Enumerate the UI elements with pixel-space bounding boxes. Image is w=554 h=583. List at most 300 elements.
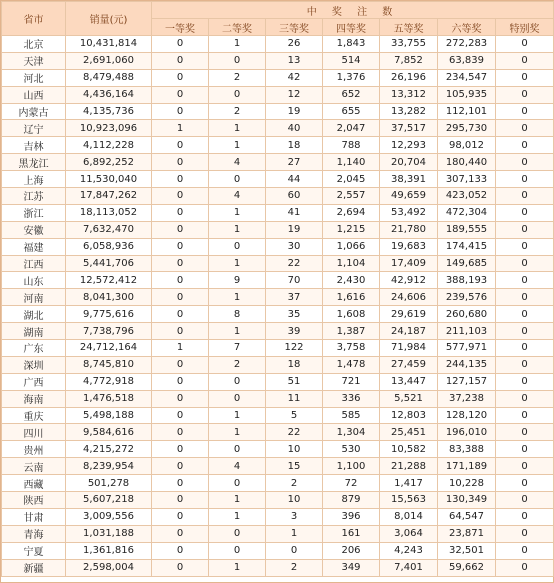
prize-special-cell: 0 — [496, 340, 554, 357]
prize-6-cell: 307,133 — [438, 171, 496, 188]
table-row — [2, 221, 554, 238]
prize-5-cell: 42,912 — [380, 272, 438, 289]
sales-cell: 4,772,918 — [66, 373, 152, 390]
prize-4-cell: 879 — [323, 492, 380, 509]
prize-1-cell: 0 — [152, 356, 209, 373]
table-body — [2, 36, 554, 577]
prize-4-cell: 1,304 — [323, 424, 380, 441]
table-row — [2, 289, 554, 306]
prize-special-cell: 0 — [496, 272, 554, 289]
prize-3-cell: 12 — [266, 86, 323, 103]
prize-4-cell: 652 — [323, 86, 380, 103]
prize-3-cell: 70 — [266, 272, 323, 289]
prize-5-cell: 21,780 — [380, 221, 438, 238]
prize-3-cell: 44 — [266, 171, 323, 188]
sales-cell: 8,239,954 — [66, 458, 152, 475]
province-cell: 福建 — [2, 238, 66, 255]
prize-3-cell: 51 — [266, 373, 323, 390]
sales-cell: 24,712,164 — [66, 340, 152, 357]
table-row — [2, 69, 554, 86]
prize-4-cell: 1,608 — [323, 306, 380, 323]
prize-special-cell: 0 — [496, 120, 554, 137]
prize-special-cell: 0 — [496, 424, 554, 441]
prize-5-cell: 8,014 — [380, 508, 438, 525]
prize-special-cell: 0 — [496, 52, 554, 69]
prize-6-cell: 130,349 — [438, 492, 496, 509]
prize-5-cell: 3,064 — [380, 525, 438, 542]
prize-4-cell: 349 — [323, 559, 380, 576]
prize-6-cell: 272,283 — [438, 36, 496, 53]
prize-5-cell: 13,447 — [380, 373, 438, 390]
prize-4-cell: 1,376 — [323, 69, 380, 86]
prize-4-cell: 1,100 — [323, 458, 380, 475]
sales-cell: 1,361,816 — [66, 542, 152, 559]
province-cell: 黑龙江 — [2, 154, 66, 171]
province-cell: 江苏 — [2, 188, 66, 205]
province-header: 省市 — [2, 2, 66, 36]
prize-5-cell: 24,606 — [380, 289, 438, 306]
prize-3-cell: 1 — [266, 525, 323, 542]
prize-5-cell: 17,409 — [380, 255, 438, 272]
prize-4-cell: 585 — [323, 407, 380, 424]
prize-special-cell: 0 — [496, 356, 554, 373]
province-cell: 天津 — [2, 52, 66, 69]
prize-2-cell: 1 — [209, 36, 266, 53]
table-row — [2, 36, 554, 53]
prize-2-cell: 8 — [209, 306, 266, 323]
table-row — [2, 475, 554, 492]
province-cell: 深圳 — [2, 356, 66, 373]
prize-4-cell: 2,694 — [323, 204, 380, 221]
sales-cell: 17,847,262 — [66, 188, 152, 205]
prize-1-cell: 0 — [152, 137, 209, 154]
prize-special-cell: 0 — [496, 103, 554, 120]
sales-cell: 10,923,096 — [66, 120, 152, 137]
prize-6-cell: 37,238 — [438, 390, 496, 407]
prize-2-cell: 0 — [209, 238, 266, 255]
sales-cell: 6,892,252 — [66, 154, 152, 171]
province-cell: 江西 — [2, 255, 66, 272]
sales-cell: 4,112,228 — [66, 137, 152, 154]
prize-6-cell: 189,555 — [438, 221, 496, 238]
table-row — [2, 255, 554, 272]
province-cell: 广西 — [2, 373, 66, 390]
prize-4-cell: 1,387 — [323, 323, 380, 340]
prize-1-cell: 0 — [152, 306, 209, 323]
prize-special-cell: 0 — [496, 492, 554, 509]
province-cell: 辽宁 — [2, 120, 66, 137]
province-cell: 云南 — [2, 458, 66, 475]
prize-1-cell: 0 — [152, 525, 209, 542]
prize-1-cell: 0 — [152, 69, 209, 86]
table-row — [2, 238, 554, 255]
table-row — [2, 424, 554, 441]
prize-special-cell: 0 — [496, 171, 554, 188]
prize-5-cell: 10,582 — [380, 441, 438, 458]
prize-1-cell: 0 — [152, 255, 209, 272]
prize-6-cell: 423,052 — [438, 188, 496, 205]
prize-3-cell: 30 — [266, 238, 323, 255]
prize-6-cell: 472,304 — [438, 204, 496, 221]
prize-3-cell: 35 — [266, 306, 323, 323]
prize-1-cell: 0 — [152, 458, 209, 475]
prize-5-cell: 15,563 — [380, 492, 438, 509]
prize-special-cell: 0 — [496, 559, 554, 576]
prize-4-cell: 2,557 — [323, 188, 380, 205]
prize-3-cell: 19 — [266, 103, 323, 120]
prize-3-cell: 19 — [266, 221, 323, 238]
prize-header-5: 五等奖 — [380, 19, 438, 36]
prize-2-cell: 1 — [209, 221, 266, 238]
prize-5-cell: 26,196 — [380, 69, 438, 86]
sales-cell: 9,775,616 — [66, 306, 152, 323]
prize-4-cell: 655 — [323, 103, 380, 120]
prize-3-cell: 13 — [266, 52, 323, 69]
table-row — [2, 204, 554, 221]
prize-5-cell: 37,517 — [380, 120, 438, 137]
prize-3-cell: 10 — [266, 492, 323, 509]
prize-6-cell: 10,228 — [438, 475, 496, 492]
prize-3-cell: 3 — [266, 508, 323, 525]
prize-1-cell: 0 — [152, 407, 209, 424]
prize-header-2: 二等奖 — [209, 19, 266, 36]
prize-6-cell: 180,440 — [438, 154, 496, 171]
prize-special-cell: 0 — [496, 390, 554, 407]
prize-5-cell: 12,803 — [380, 407, 438, 424]
prize-4-cell: 206 — [323, 542, 380, 559]
prize-1-cell: 0 — [152, 390, 209, 407]
prize-5-cell: 25,451 — [380, 424, 438, 441]
table-row — [2, 492, 554, 509]
prize-5-cell: 7,401 — [380, 559, 438, 576]
prize-6-cell: 63,839 — [438, 52, 496, 69]
prize-3-cell: 122 — [266, 340, 323, 357]
prize-2-cell: 1 — [209, 120, 266, 137]
prize-2-cell: 1 — [209, 137, 266, 154]
province-cell: 四川 — [2, 424, 66, 441]
prize-4-cell: 1,104 — [323, 255, 380, 272]
prize-1-cell: 0 — [152, 441, 209, 458]
sales-cell: 11,530,040 — [66, 171, 152, 188]
table-row — [2, 188, 554, 205]
prize-2-cell: 0 — [209, 52, 266, 69]
prize-special-cell: 0 — [496, 204, 554, 221]
province-cell: 吉林 — [2, 137, 66, 154]
table-row — [2, 441, 554, 458]
province-cell: 河北 — [2, 69, 66, 86]
prize-3-cell: 15 — [266, 458, 323, 475]
prize-3-cell: 27 — [266, 154, 323, 171]
prize-5-cell: 29,619 — [380, 306, 438, 323]
prize-6-cell: 98,012 — [438, 137, 496, 154]
prize-header-3: 三等奖 — [266, 19, 323, 36]
prize-1-cell: 0 — [152, 36, 209, 53]
prize-5-cell: 21,288 — [380, 458, 438, 475]
prize-6-cell: 174,415 — [438, 238, 496, 255]
sales-cell: 1,476,518 — [66, 390, 152, 407]
sales-cell: 6,058,936 — [66, 238, 152, 255]
prize-2-cell: 2 — [209, 69, 266, 86]
sales-cell: 5,498,188 — [66, 407, 152, 424]
prize-2-cell: 1 — [209, 204, 266, 221]
prize-4-cell: 1,616 — [323, 289, 380, 306]
sales-cell: 3,009,556 — [66, 508, 152, 525]
prize-1-cell: 0 — [152, 373, 209, 390]
prize-1-cell: 0 — [152, 508, 209, 525]
prize-6-cell: 388,193 — [438, 272, 496, 289]
prize-1-cell: 0 — [152, 272, 209, 289]
province-cell: 内蒙古 — [2, 103, 66, 120]
prize-2-cell: 4 — [209, 154, 266, 171]
prize-1-cell: 0 — [152, 542, 209, 559]
prize-6-cell: 260,680 — [438, 306, 496, 323]
prize-2-cell: 4 — [209, 458, 266, 475]
prize-2-cell: 1 — [209, 508, 266, 525]
province-cell: 陕西 — [2, 492, 66, 509]
province-cell: 湖南 — [2, 323, 66, 340]
prize-header-4: 四等奖 — [323, 19, 380, 36]
prize-6-cell: 577,971 — [438, 340, 496, 357]
table-row — [2, 356, 554, 373]
prize-special-cell: 0 — [496, 458, 554, 475]
prize-2-cell: 0 — [209, 475, 266, 492]
prize-special-cell: 0 — [496, 255, 554, 272]
prize-2-cell: 0 — [209, 525, 266, 542]
prize-6-cell: 239,576 — [438, 289, 496, 306]
prize-1-cell: 0 — [152, 103, 209, 120]
sales-cell: 18,113,052 — [66, 204, 152, 221]
prize-6-cell: 64,547 — [438, 508, 496, 525]
prize-1-cell: 0 — [152, 424, 209, 441]
sales-cell: 7,738,796 — [66, 323, 152, 340]
prize-3-cell: 18 — [266, 356, 323, 373]
prize-special-cell: 0 — [496, 69, 554, 86]
sales-cell: 7,632,470 — [66, 221, 152, 238]
sales-cell: 5,607,218 — [66, 492, 152, 509]
prize-1-cell: 0 — [152, 171, 209, 188]
prize-special-cell: 0 — [496, 137, 554, 154]
province-cell: 上海 — [2, 171, 66, 188]
prize-special-cell: 0 — [496, 306, 554, 323]
sales-cell: 2,691,060 — [66, 52, 152, 69]
prize-4-cell: 788 — [323, 137, 380, 154]
table-row — [2, 525, 554, 542]
prize-4-cell: 1,843 — [323, 36, 380, 53]
sales-cell: 4,135,736 — [66, 103, 152, 120]
prize-special-cell: 0 — [496, 475, 554, 492]
table-row — [2, 373, 554, 390]
prize-4-cell: 514 — [323, 52, 380, 69]
prize-5-cell: 20,704 — [380, 154, 438, 171]
prize-special-cell: 0 — [496, 508, 554, 525]
prize-2-cell: 0 — [209, 390, 266, 407]
prize-4-cell: 72 — [323, 475, 380, 492]
prize-4-cell: 2,045 — [323, 171, 380, 188]
prize-special-cell: 0 — [496, 86, 554, 103]
prize-header-6: 六等奖 — [438, 19, 496, 36]
prize-4-cell: 1,140 — [323, 154, 380, 171]
prize-5-cell: 49,659 — [380, 188, 438, 205]
table-row — [2, 103, 554, 120]
prize-header-1: 一等奖 — [152, 19, 209, 36]
prize-6-cell: 32,501 — [438, 542, 496, 559]
prize-3-cell: 37 — [266, 289, 323, 306]
prize-6-cell: 112,101 — [438, 103, 496, 120]
prize-2-cell: 0 — [209, 542, 266, 559]
prize-special-cell: 0 — [496, 323, 554, 340]
table-row — [2, 154, 554, 171]
prize-5-cell: 19,683 — [380, 238, 438, 255]
province-cell: 浙江 — [2, 204, 66, 221]
prize-4-cell: 1,066 — [323, 238, 380, 255]
prize-6-cell: 59,662 — [438, 559, 496, 576]
prize-3-cell: 0 — [266, 542, 323, 559]
prize-6-cell: 128,120 — [438, 407, 496, 424]
table-row — [2, 407, 554, 424]
province-cell: 山西 — [2, 86, 66, 103]
prize-6-cell: 127,157 — [438, 373, 496, 390]
prize-5-cell: 13,282 — [380, 103, 438, 120]
table-row — [2, 272, 554, 289]
prize-2-cell: 0 — [209, 171, 266, 188]
prize-special-cell: 0 — [496, 407, 554, 424]
province-cell: 湖北 — [2, 306, 66, 323]
lottery-prize-table — [1, 1, 554, 577]
sales-cell: 8,041,300 — [66, 289, 152, 306]
prize-4-cell: 396 — [323, 508, 380, 525]
prize-1-cell: 0 — [152, 238, 209, 255]
prize-1-cell: 0 — [152, 323, 209, 340]
prize-4-cell: 2,430 — [323, 272, 380, 289]
prize-1-cell: 1 — [152, 120, 209, 137]
prize-2-cell: 1 — [209, 255, 266, 272]
sales-cell: 9,584,616 — [66, 424, 152, 441]
prize-4-cell: 161 — [323, 525, 380, 542]
prize-3-cell: 22 — [266, 255, 323, 272]
prize-3-cell: 60 — [266, 188, 323, 205]
prize-2-cell: 2 — [209, 356, 266, 373]
table-row — [2, 559, 554, 576]
sales-cell: 1,031,188 — [66, 525, 152, 542]
prize-5-cell: 4,243 — [380, 542, 438, 559]
prize-3-cell: 10 — [266, 441, 323, 458]
prize-2-cell: 1 — [209, 323, 266, 340]
province-cell: 北京 — [2, 36, 66, 53]
table-row — [2, 86, 554, 103]
prize-6-cell: 149,685 — [438, 255, 496, 272]
prize-special-cell: 0 — [496, 289, 554, 306]
prize-4-cell: 721 — [323, 373, 380, 390]
prize-2-cell: 1 — [209, 289, 266, 306]
prize-5-cell: 1,417 — [380, 475, 438, 492]
prize-5-cell: 5,521 — [380, 390, 438, 407]
province-cell: 广东 — [2, 340, 66, 357]
prize-6-cell: 196,010 — [438, 424, 496, 441]
table-row — [2, 52, 554, 69]
prize-3-cell: 2 — [266, 559, 323, 576]
prize-special-cell: 0 — [496, 542, 554, 559]
prize-6-cell: 211,103 — [438, 323, 496, 340]
prize-3-cell: 39 — [266, 323, 323, 340]
prize-5-cell: 7,852 — [380, 52, 438, 69]
province-cell: 青海 — [2, 525, 66, 542]
table-row — [2, 542, 554, 559]
sales-cell: 8,745,810 — [66, 356, 152, 373]
prize-3-cell: 5 — [266, 407, 323, 424]
table-row — [2, 458, 554, 475]
prize-6-cell: 234,547 — [438, 69, 496, 86]
prize-1-cell: 0 — [152, 221, 209, 238]
prize-2-cell: 2 — [209, 103, 266, 120]
prize-1-cell: 0 — [152, 559, 209, 576]
table-row — [2, 306, 554, 323]
prize-5-cell: 38,391 — [380, 171, 438, 188]
province-cell: 宁夏 — [2, 542, 66, 559]
table-row — [2, 508, 554, 525]
prize-3-cell: 18 — [266, 137, 323, 154]
prize-special-cell: 0 — [496, 525, 554, 542]
prize-5-cell: 13,312 — [380, 86, 438, 103]
prize-4-cell: 2,047 — [323, 120, 380, 137]
province-cell: 安徽 — [2, 221, 66, 238]
prize-6-cell: 171,189 — [438, 458, 496, 475]
prize-3-cell: 22 — [266, 424, 323, 441]
prize-3-cell: 41 — [266, 204, 323, 221]
province-cell: 贵州 — [2, 441, 66, 458]
province-cell: 西藏 — [2, 475, 66, 492]
sales-cell: 4,436,164 — [66, 86, 152, 103]
prize-3-cell: 2 — [266, 475, 323, 492]
sales-cell: 2,598,004 — [66, 559, 152, 576]
prize-6-cell: 295,730 — [438, 120, 496, 137]
sales-cell: 501,278 — [66, 475, 152, 492]
prize-5-cell: 33,755 — [380, 36, 438, 53]
prize-special-cell: 0 — [496, 238, 554, 255]
prize-special-cell: 0 — [496, 441, 554, 458]
prize-6-cell: 23,871 — [438, 525, 496, 542]
prize-1-cell: 1 — [152, 340, 209, 357]
header-row-top — [2, 2, 554, 19]
table-row — [2, 120, 554, 137]
prize-5-cell: 53,492 — [380, 204, 438, 221]
prize-1-cell: 0 — [152, 492, 209, 509]
prize-5-cell: 71,984 — [380, 340, 438, 357]
prize-2-cell: 0 — [209, 441, 266, 458]
prize-3-cell: 42 — [266, 69, 323, 86]
prize-1-cell: 0 — [152, 188, 209, 205]
prize-2-cell: 1 — [209, 559, 266, 576]
prize-2-cell: 1 — [209, 424, 266, 441]
prize-1-cell: 0 — [152, 154, 209, 171]
prize-4-cell: 530 — [323, 441, 380, 458]
prize-2-cell: 0 — [209, 86, 266, 103]
sales-cell: 10,431,814 — [66, 36, 152, 53]
sales-cell: 8,479,488 — [66, 69, 152, 86]
prize-2-cell: 4 — [209, 188, 266, 205]
prize-special-cell: 0 — [496, 373, 554, 390]
prize-count-group-header: 中 奖 注 数 — [152, 2, 554, 19]
prize-header-special: 特别奖 — [496, 19, 554, 36]
sales-cell: 5,441,706 — [66, 255, 152, 272]
prize-1-cell: 0 — [152, 475, 209, 492]
prize-2-cell: 1 — [209, 407, 266, 424]
prize-5-cell: 24,187 — [380, 323, 438, 340]
province-cell: 海南 — [2, 390, 66, 407]
table-row — [2, 390, 554, 407]
prize-6-cell: 244,135 — [438, 356, 496, 373]
prize-1-cell: 0 — [152, 289, 209, 306]
prize-4-cell: 1,215 — [323, 221, 380, 238]
